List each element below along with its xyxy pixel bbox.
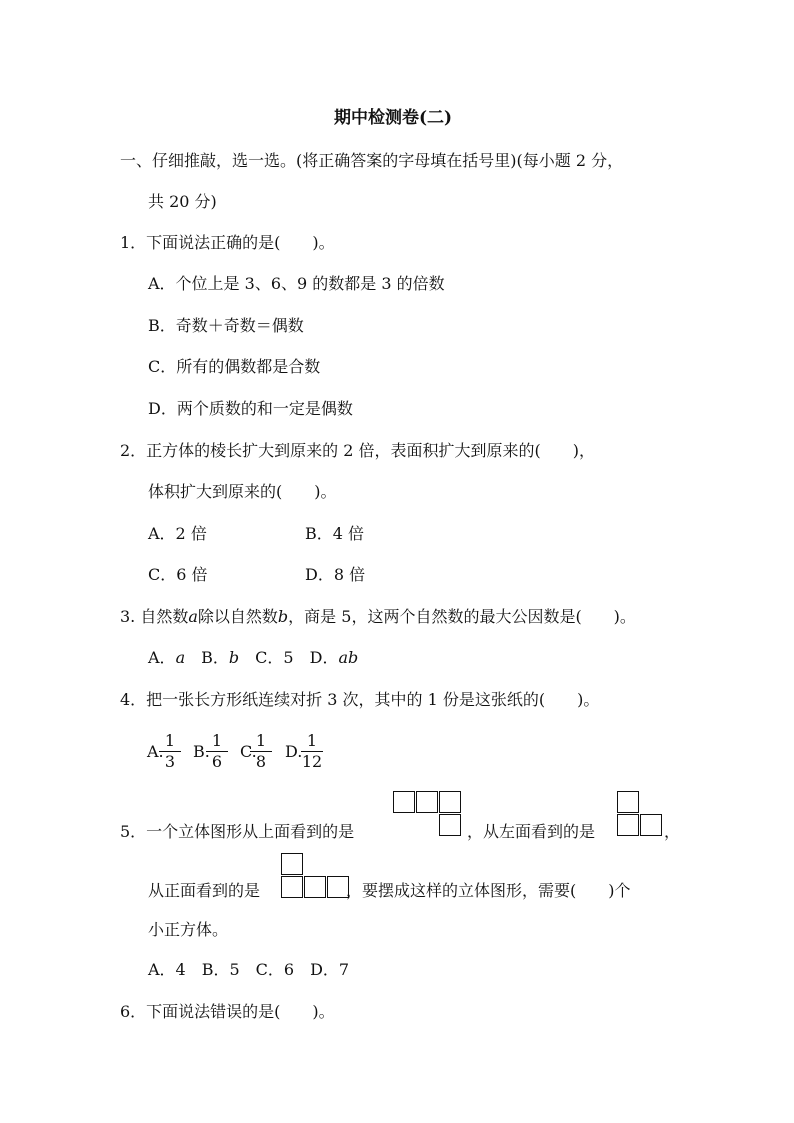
page-title: 期中检测卷(二) — [334, 108, 453, 128]
q4-option-a-label: A. — [147, 742, 164, 761]
section-instruction-line1: 一、仔细推敲，选一选。(将正确答案的字母填在括号里)(每小题 2 分， — [120, 151, 624, 170]
view-square — [393, 791, 415, 813]
q3-stem-part3: ，商是 5，这两个自然数的最大公因数是( )。 — [288, 607, 636, 626]
q2-option-b: B．4 倍 — [305, 524, 365, 543]
q4-stem: 4．把一张长方形纸连续对折 3 次，其中的 1 份是这张纸的( )。 — [120, 690, 600, 709]
q5-stem-part2: ，从左面看到的是 — [467, 822, 596, 841]
section-instruction-line2: 共 20 分) — [148, 192, 217, 211]
q2-stem-line1: 2．正方体的棱长扩大到原来的 2 倍，表面积扩大到原来的( )， — [120, 441, 596, 460]
q2-option-c: C．6 倍 — [148, 565, 208, 584]
q3-stem-part1: 3. 自然数 — [120, 607, 189, 626]
view-square — [281, 853, 303, 875]
front-view-diagram — [281, 853, 351, 899]
q1-option-d: D．两个质数的和一定是偶数 — [148, 399, 353, 418]
q4-option-d-fraction — [299, 732, 325, 771]
q5-stem-part5: ，要摆成这样的立体图形，需要( )个 — [346, 881, 631, 900]
view-square — [304, 876, 326, 898]
q4-option-c-label: C. — [240, 742, 257, 761]
q3-option-b-label: B． — [201, 648, 229, 667]
q1-option-c: C．所有的偶数都是合数 — [148, 357, 321, 376]
q3-option-a-value: a — [175, 648, 186, 667]
q3-option-c: C．5 — [255, 648, 294, 667]
q1-option-a: A．个位上是 3、6、9 的数都是 3 的倍数 — [148, 274, 445, 293]
q2-stem-line2: 体积扩大到原来的( )。 — [148, 482, 337, 501]
q6-stem: 6．下面说法错误的是( )。 — [120, 1002, 335, 1021]
top-view-diagram — [393, 791, 463, 837]
q5-stem-part4: 从正面看到的是 — [148, 881, 261, 900]
q1-stem: 1．下面说法正确的是( )。 — [120, 233, 335, 252]
view-square — [640, 814, 662, 836]
q3-variable-b: b — [277, 607, 289, 626]
q4-option-b-label: B. — [193, 742, 210, 761]
q5-stem-part1: 5．一个立体图形从上面看到的是 — [120, 822, 355, 841]
fraction-numerator: 1 — [306, 731, 318, 750]
view-square — [617, 791, 639, 813]
view-square — [439, 814, 461, 836]
fraction-numerator: 1 — [211, 731, 223, 750]
fraction-numerator: 1 — [255, 731, 267, 750]
view-square — [281, 876, 303, 898]
q3-stem — [120, 607, 636, 627]
fraction-denominator: 3 — [164, 752, 176, 771]
fraction-denominator: 12 — [301, 752, 323, 771]
fraction-denominator: 6 — [211, 752, 223, 771]
q3-options — [148, 648, 358, 668]
q4-option-a-fraction — [157, 732, 183, 771]
q4-option-c-fraction — [248, 732, 274, 771]
q3-option-a-label: A． — [148, 648, 176, 667]
q3-option-d-label: D． — [309, 648, 339, 667]
q2-option-a: A．2 倍 — [148, 524, 207, 543]
fraction-denominator: 8 — [255, 752, 267, 771]
fraction-numerator: 1 — [164, 731, 176, 750]
q3-option-b-value: b — [228, 648, 240, 667]
q3-variable-a: a — [188, 607, 198, 626]
q2-option-d: D．8 倍 — [305, 565, 366, 584]
q4-option-b-fraction — [204, 732, 230, 771]
view-square — [439, 791, 461, 813]
q5-options: A．4 B．5 C．6 D．7 — [148, 960, 350, 979]
q3-stem-part2: 除以自然数 — [197, 607, 278, 626]
q5-stem-part6: 小正方体。 — [148, 920, 229, 939]
q4-option-d-label: D. — [285, 742, 303, 761]
q3-option-d-value: ab — [338, 648, 359, 667]
view-square — [416, 791, 438, 813]
q5-stem-part3: ， — [664, 822, 681, 841]
view-square — [617, 814, 639, 836]
q1-option-b: B．奇数＋奇数＝偶数 — [148, 316, 304, 335]
left-view-diagram — [617, 791, 664, 837]
